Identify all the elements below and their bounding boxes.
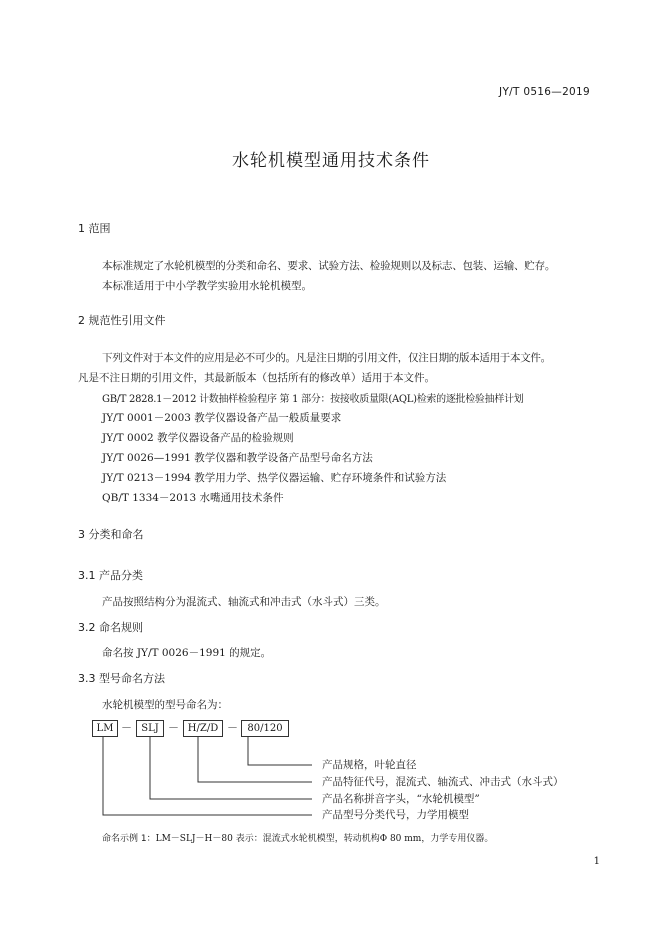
reference-item: GB/T 2828.1－2012 计数抽样检验程序 第 1 部分：按接收质量限(AQL)检索的逐批检验抽样计划 <box>102 394 524 405</box>
naming-example-label: 命名示例 1： <box>102 834 156 844</box>
reference-item: JY/T 0002 教学仪器设备产品的检验规则 <box>102 432 294 444</box>
model-code-box: 80/120 <box>241 720 289 737</box>
naming-example <box>102 831 493 844</box>
section-3-1-heading: 3.1 产品分类 <box>78 569 143 582</box>
section-3-2-text: 命名按 JY/T 0026－1991 的规定。 <box>102 647 272 659</box>
reference-item: QB/T 1334－2013 水嘴通用技术条件 <box>102 492 284 504</box>
section-3-heading: 3 分类和命名 <box>78 528 144 541</box>
naming-separator: － <box>121 721 132 734</box>
section-1-heading: 1 范围 <box>78 222 111 235</box>
model-code-box: SLJ <box>136 720 164 737</box>
naming-label: 产品型号分类代号，力学用模型 <box>322 809 469 821</box>
naming-separator: － <box>168 721 179 734</box>
page-number: 1 <box>593 856 600 867</box>
reference-item: JY/T 0026—1991 教学仪器和教学设备产品型号命名方法 <box>102 452 373 464</box>
section-2-intro-line-1: 下列文件对于本文件的应用是必不可少的。凡是注日期的引用文件，仅注日期的版本适用于本文件。 <box>102 352 551 364</box>
section-1-paragraph-1: 本标准规定了水轮机模型的分类和命名、要求、试验方法、检验规则以及标志、包装、运输、贮存。 <box>102 260 556 272</box>
section-3-2-heading: 3.2 命名规则 <box>78 621 143 634</box>
standard-number: JY/T 0516—2019 <box>499 86 590 98</box>
section-2-intro-line-2: 凡是不注日期的引用文件，其最新版本（包括所有的修改单）适用于本文件。 <box>78 372 435 384</box>
reference-item: JY/T 0213－1994 教学用力学、热学仪器运输、贮存环境条件和试验方法 <box>102 472 447 484</box>
document-title: 水轮机模型通用技术条件 <box>232 151 430 171</box>
section-3-3-heading: 3.3 型号命名方法 <box>78 672 165 685</box>
section-3-1-text: 产品按照结构分为混流式、轴流式和冲击式（水斗式）三类。 <box>102 596 386 608</box>
naming-label: 产品名称拼音字头，“水轮机模型” <box>322 793 480 805</box>
model-code-box: LM <box>92 720 118 737</box>
section-1-paragraph-2: 本标准适用于中小学教学实验用水轮机模型。 <box>102 280 312 292</box>
naming-example-text: LM－SLJ－H－80 表示：混流式水轮机模型，转动机构Φ 80 mm，力学专用仪器。 <box>155 834 494 844</box>
section-2-heading: 2 规范性引用文件 <box>78 314 166 327</box>
naming-separator: － <box>227 721 238 734</box>
naming-label: 产品特征代号，混流式、轴流式、冲击式（水斗式） <box>322 776 564 788</box>
naming-label: 产品规格，叶轮直径 <box>322 759 417 771</box>
reference-item: JY/T 0001－2003 教学仪器设备产品一般质量要求 <box>102 412 342 424</box>
model-naming-intro: 水轮机模型的型号命名为： <box>102 699 228 711</box>
model-code-box: H/Z/D <box>183 720 223 737</box>
